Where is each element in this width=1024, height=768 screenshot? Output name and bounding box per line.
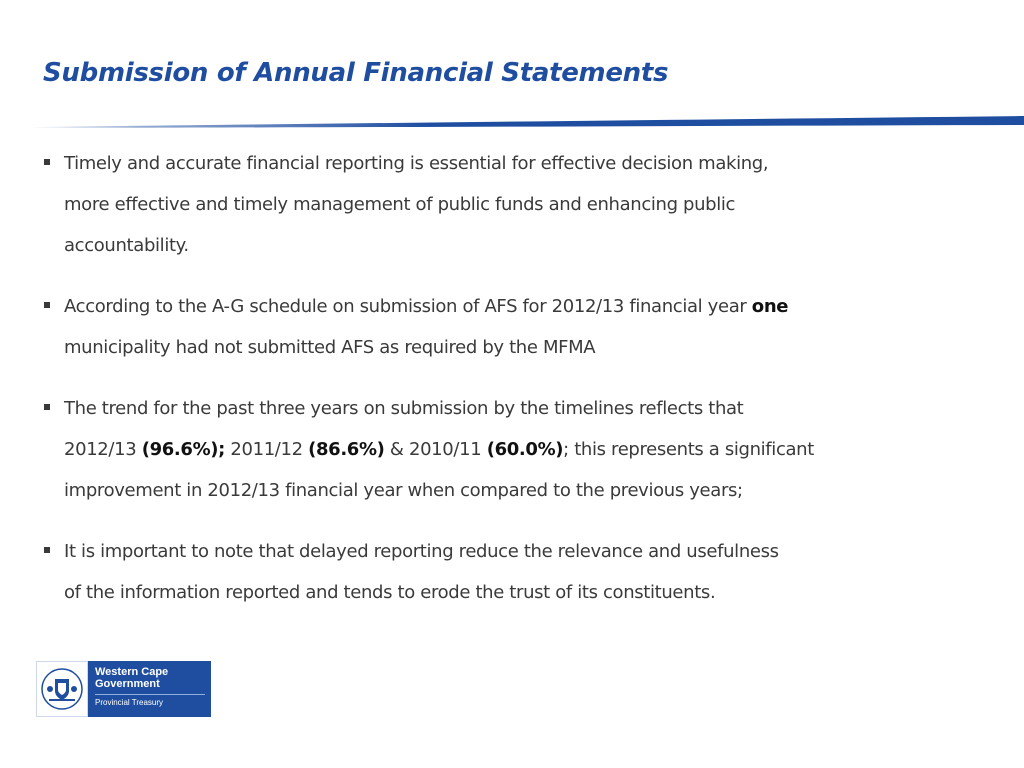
logo-text-box bbox=[88, 661, 211, 717]
bullet-text-line bbox=[64, 388, 1004, 429]
bullet-square-icon bbox=[44, 404, 50, 410]
logo-rule bbox=[95, 694, 205, 695]
bullet-square-icon bbox=[44, 302, 50, 308]
text-run: Timely and accurate financial reporting is essential for effective decision making, bbox=[64, 153, 769, 174]
logo-name-line1: Western Cape bbox=[95, 666, 169, 678]
bold-text-run: (86.6%) bbox=[308, 439, 385, 460]
text-run: improvement in 2012/13 financial year when compared to the previous years; bbox=[64, 480, 743, 501]
bullet-square-icon bbox=[44, 159, 50, 165]
text-run: more effective and timely management of public funds and enhancing public bbox=[64, 194, 736, 215]
bullet-text-line bbox=[64, 286, 1004, 327]
text-run: accountability. bbox=[64, 235, 189, 256]
bullet-text-line bbox=[64, 531, 1004, 572]
text-run: 2011/12 bbox=[225, 439, 309, 460]
coat-of-arms-icon bbox=[36, 661, 88, 717]
bullet-item bbox=[44, 388, 1004, 511]
bullet-text-line bbox=[64, 327, 1004, 368]
logo-department: Provincial Treasury bbox=[95, 698, 164, 707]
bold-text-run: (96.6%); bbox=[141, 439, 226, 460]
text-run: of the information reported and tends to erode the trust of its constituents. bbox=[64, 582, 716, 603]
text-run: The trend for the past three years on submission by the timelines reflects that bbox=[64, 398, 744, 419]
text-run: municipality had not submitted AFS as required by the MFMA bbox=[64, 337, 596, 358]
slide-title: Submission of Annual Financial Statements bbox=[43, 58, 669, 88]
bullet-text-line bbox=[64, 572, 1004, 613]
bullet-text-line bbox=[64, 225, 1004, 266]
bullet-item bbox=[44, 143, 1004, 266]
text-run: According to the A-G schedule on submission of AFS for 2012/13 financial year bbox=[64, 296, 752, 317]
text-run: ; this represents a significant bbox=[563, 439, 814, 460]
logo-name-line2: Government bbox=[95, 678, 160, 690]
bullet-item bbox=[44, 286, 1004, 368]
bullet-item bbox=[44, 531, 1004, 613]
bullet-square-icon bbox=[44, 547, 50, 553]
bold-text-run: (60.0%) bbox=[486, 439, 564, 460]
bullet-text-line bbox=[64, 470, 1004, 511]
text-run: It is important to note that delayed reporting reduce the relevance and usefulness bbox=[64, 541, 779, 562]
bullet-list bbox=[44, 143, 1004, 633]
text-run: & 2010/11 bbox=[384, 439, 487, 460]
bullet-text-line bbox=[64, 429, 1004, 470]
bullet-text-line bbox=[64, 143, 1004, 184]
title-divider bbox=[0, 112, 1024, 132]
text-run: 2012/13 bbox=[64, 439, 142, 460]
western-cape-government-logo bbox=[36, 661, 211, 717]
bold-text-run: one bbox=[751, 296, 789, 317]
bullet-text-line bbox=[64, 184, 1004, 225]
